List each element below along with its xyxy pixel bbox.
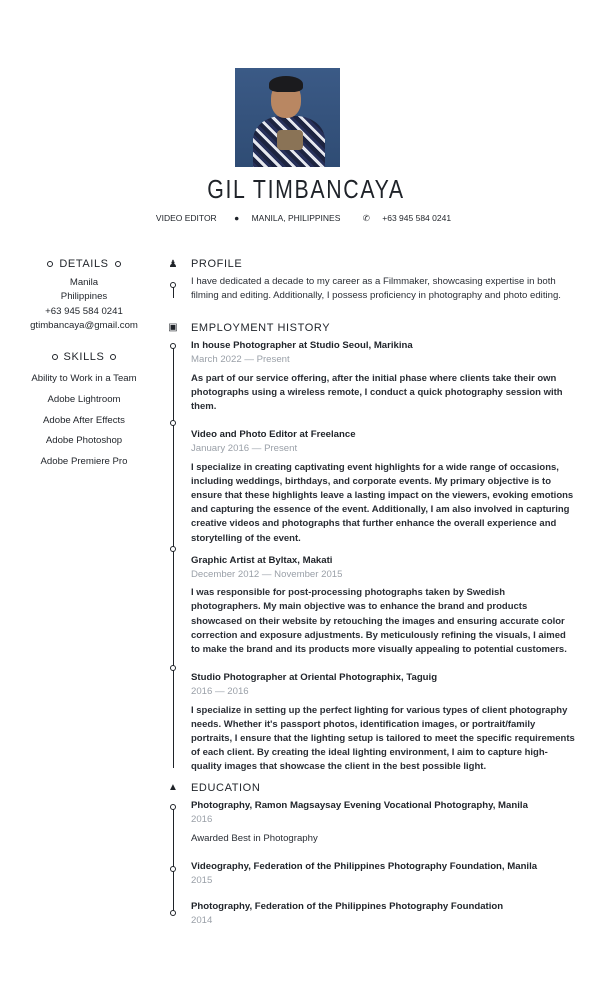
details-heading: DETAILS bbox=[59, 258, 109, 270]
education-entry bbox=[191, 860, 577, 888]
timeline-node bbox=[170, 343, 176, 349]
details-phone: +63 945 584 0241 bbox=[45, 305, 123, 317]
education-section bbox=[191, 781, 577, 933]
timeline-line bbox=[173, 806, 174, 914]
bullet-icon bbox=[110, 354, 116, 360]
person-icon: ♟ bbox=[168, 259, 178, 270]
candidate-name: GIL TIMBANCAYA bbox=[207, 174, 405, 204]
employment-heading: EMPLOYMENT HISTORY bbox=[191, 322, 331, 334]
education-title: Videography, Federation of the Philippines Photography Foundation, Manila bbox=[191, 860, 538, 872]
header-location: MANILA, PHILIPPINES bbox=[251, 213, 341, 223]
timeline-node bbox=[170, 282, 176, 288]
job-title: Graphic Artist at Byltax, Makati bbox=[191, 554, 333, 566]
education-note: Awarded Best in Photography bbox=[191, 832, 318, 844]
job-date: December 2012 — November 2015 bbox=[191, 569, 343, 581]
timeline-line bbox=[173, 346, 174, 768]
job-entry bbox=[191, 671, 577, 774]
job-entry bbox=[191, 554, 577, 657]
profile-photo bbox=[235, 68, 340, 167]
education-title: Photography, Ramon Magsaysay Evening Vocational Photography, Manila bbox=[191, 800, 528, 812]
job-description: I was responsible for post-processing photographs taken by Swedish photographers. My main objective was to enhance the brand and products showcased on their website by retouching the images and ensuring accurate color correction and exposure adjustments. By meticulously refining the visuals, I aimed to make the brand and its products more visually appealing to potential customers. bbox=[191, 587, 567, 656]
skill-item: Ability to Work in a Team bbox=[31, 373, 137, 385]
graduation-cap-icon: ▲ bbox=[168, 782, 178, 793]
skill-item: Adobe After Effects bbox=[43, 414, 125, 426]
skill-item: Adobe Premiere Pro bbox=[40, 456, 128, 468]
skills-section bbox=[0, 350, 168, 476]
education-heading: EDUCATION bbox=[191, 782, 261, 794]
job-description: I specialize in creating captivating event highlights for a wide range of occasions, including weddings, birthdays, and corporate events. My primary objective is to ensure that these highlights leave a lasting impact on the viewers, evoking emotions and capturing the essence of the event. Additionally, I am also involved in capturing creative videos and photographs that further enhance the overall experience and storytelling of the event. bbox=[191, 461, 574, 544]
job-entry bbox=[191, 428, 577, 546]
job-title: Video and Photo Editor at Freelance bbox=[191, 429, 356, 441]
phone-icon: ✆ bbox=[362, 213, 370, 223]
job-title: Studio Photographer at Oriental Photographix, Taguig bbox=[191, 672, 438, 684]
timeline-node bbox=[170, 866, 176, 872]
education-entry bbox=[191, 799, 577, 846]
job-description: As part of our service offering, after the initial phase where clients take their own photographs using a wireless remote, I conduct a quick photography session with them. bbox=[191, 372, 563, 413]
details-country: Philippines bbox=[60, 291, 108, 303]
bullet-icon bbox=[115, 261, 121, 267]
timeline-node bbox=[170, 665, 176, 671]
education-date: 2014 bbox=[191, 915, 213, 927]
profile-text: I have dedicated a decade to my career as a Filmmaker, showcasing expertise in both filming and editing. Additionally, I possess proficiency in photography and photo editing. bbox=[191, 276, 561, 302]
job-date: 2016 — 2016 bbox=[191, 686, 249, 698]
job-title: In house Photographer at Studio Seoul, Marikina bbox=[191, 340, 413, 352]
employment-section bbox=[191, 321, 577, 775]
header-meta bbox=[0, 213, 612, 224]
timeline-node bbox=[170, 910, 176, 916]
education-entry bbox=[191, 900, 577, 928]
details-city: Manila bbox=[69, 277, 99, 289]
education-title: Photography, Federation of the Philippines Photography Foundation bbox=[191, 901, 504, 913]
header-phone: +63 945 584 0241 bbox=[382, 213, 452, 223]
bullet-icon bbox=[52, 354, 58, 360]
profile-section bbox=[191, 257, 577, 304]
skill-item: Adobe Lightroom bbox=[47, 393, 121, 405]
details-section bbox=[0, 257, 168, 333]
job-date: March 2022 — Present bbox=[191, 354, 290, 366]
timeline-node bbox=[170, 420, 176, 426]
skill-item: Adobe Photoshop bbox=[45, 435, 123, 447]
briefcase-icon: ▣ bbox=[168, 322, 178, 333]
job-entry bbox=[191, 339, 577, 414]
details-email-link[interactable]: gtimbancaya@gmail.com bbox=[30, 319, 138, 331]
timeline-node bbox=[170, 546, 176, 552]
location-pin-icon: ● bbox=[234, 213, 240, 223]
job-date: January 2016 — Present bbox=[191, 443, 298, 455]
bullet-icon bbox=[47, 261, 53, 267]
timeline-node bbox=[170, 804, 176, 810]
education-date: 2015 bbox=[191, 875, 213, 887]
job-description: I specialize in setting up the perfect lighting for various types of client photography needs. Whether it's passport photos, identification images, or portrait/family portraits, I ensure that the lighting setup is tailored to meet the specific requirements of each client. By creating the ideal lighting environment, I aim to capture high-quality images that showcase the client in the best possible light. bbox=[191, 704, 575, 773]
skills-heading: SKILLS bbox=[63, 351, 105, 363]
job-title: VIDEO EDITOR bbox=[155, 213, 217, 223]
profile-heading: PROFILE bbox=[191, 258, 243, 270]
education-date: 2016 bbox=[191, 814, 213, 826]
